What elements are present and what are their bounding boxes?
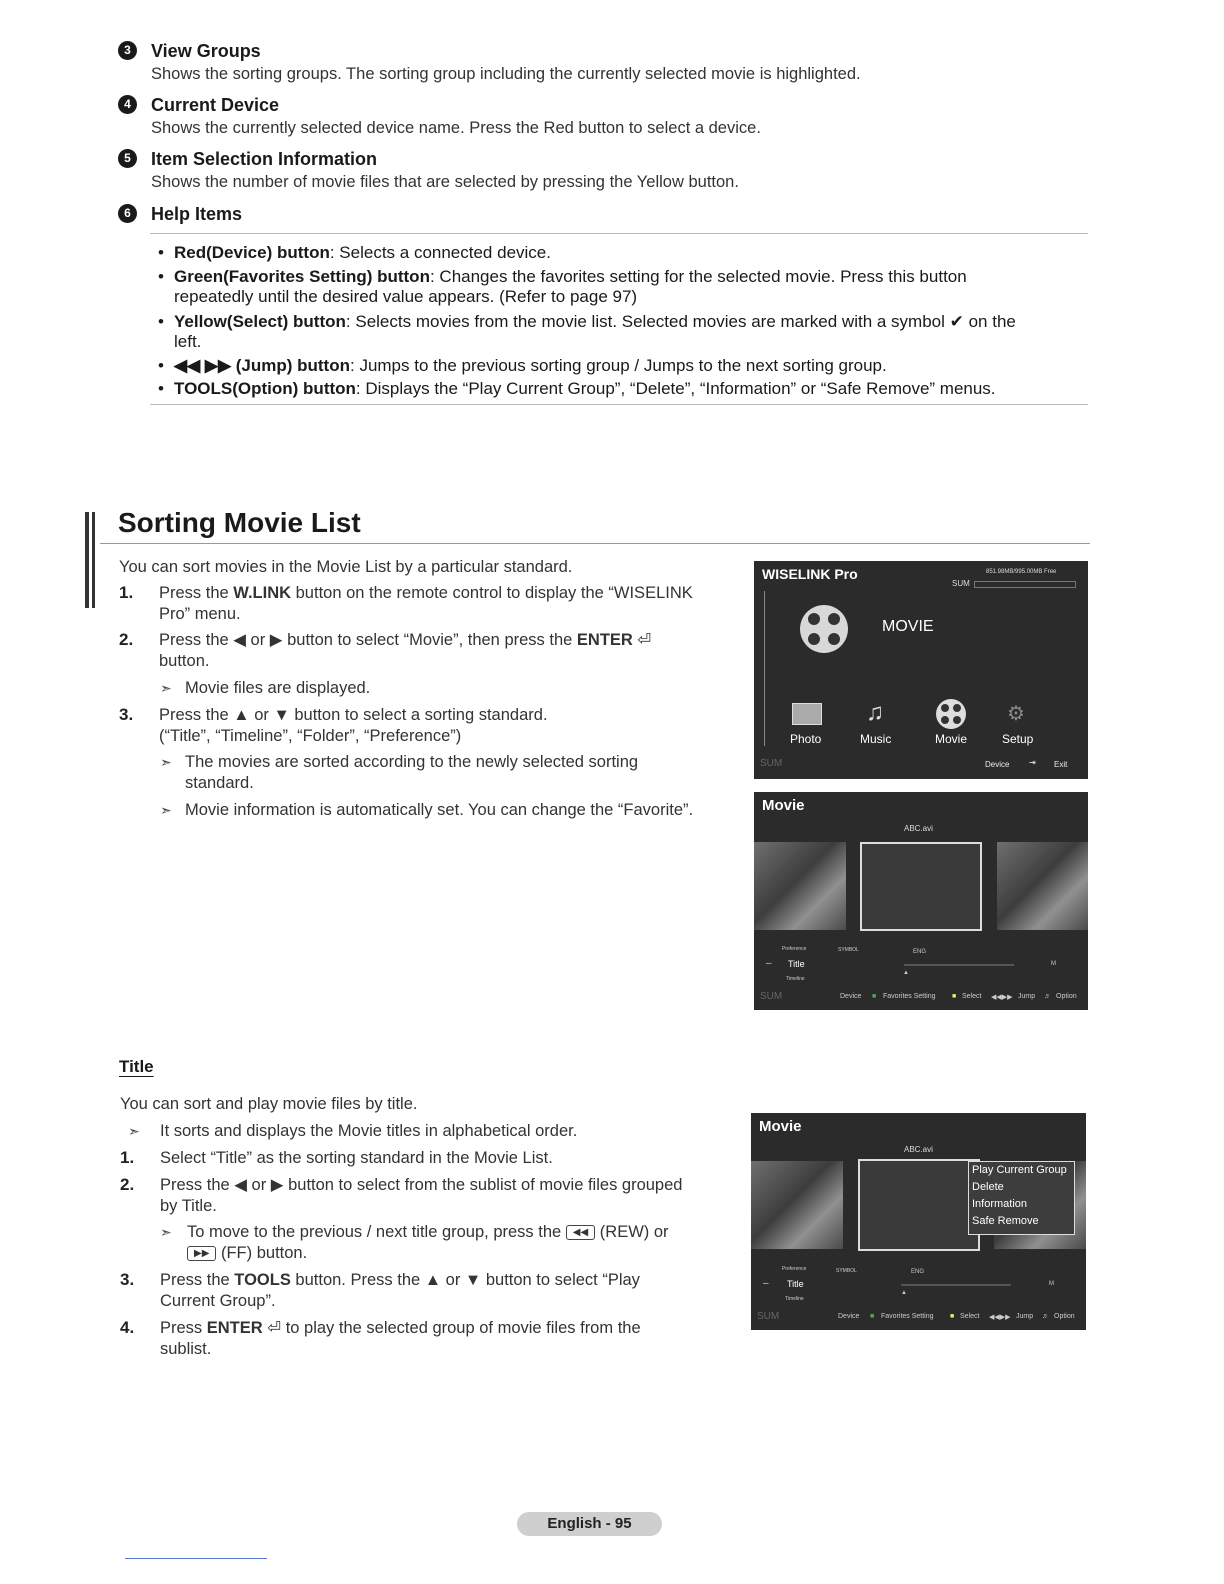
step-number: 1. xyxy=(119,583,134,602)
sort-prev: Preference xyxy=(782,946,807,952)
note-text: Movie information is automatically set. You can change the “Favorite”. xyxy=(185,801,694,819)
group-pointer: ▲ xyxy=(901,1290,907,1296)
thumbnail[interactable] xyxy=(751,1161,843,1249)
sort-next: Timeline xyxy=(785,1296,804,1302)
definition-text: Shows the number of movie files that are selected by pressing the Yellow button. xyxy=(151,173,739,191)
step-text: Select “Title” as the sorting standard in the Movie List. xyxy=(160,1149,553,1167)
thumbnail[interactable] xyxy=(754,842,846,930)
step-text: Press the TOOLS button. Press the ▲ or ▼ button to select “Play Current Group”. xyxy=(160,1271,640,1310)
step-number: 2. xyxy=(120,1175,135,1194)
yellow-button-icon: ■ xyxy=(950,1313,955,1320)
tools-menu xyxy=(968,1161,1075,1235)
help-device: Device xyxy=(840,993,862,1000)
wiselink-screen xyxy=(754,561,1088,779)
selected-thumbnail[interactable] xyxy=(860,842,982,931)
definition-title: Help Items xyxy=(151,204,243,224)
note-text: To move to the previous / next title group, press the ◀◀ (REW) or ▶▶ (FF) button. xyxy=(187,1223,669,1262)
step-number: 2. xyxy=(119,630,134,649)
ff-key-icon: ▶▶ xyxy=(187,1246,216,1261)
note-arrow-icon: ➣ xyxy=(160,802,172,818)
jump-icon: ◀◀▶▶ xyxy=(991,994,1013,1001)
sort-marker: – xyxy=(766,958,772,969)
icon-label-setup: Setup xyxy=(1002,732,1034,746)
yellow-button-icon: ■ xyxy=(952,993,957,1000)
help-item-continuation: left. xyxy=(174,332,202,351)
storage-info: 851.98MB/995.00MB Free xyxy=(986,569,1057,575)
footer-device-name: SUM xyxy=(760,758,783,769)
definition-title: Current Device xyxy=(151,95,280,115)
subsection-intro: You can sort and play movie files by title. xyxy=(120,1095,418,1113)
group-label: M xyxy=(1051,961,1056,967)
help-item: • Yellow(Select) button: Selects movies from the movie list. Selected movies are marked with a symbol ✔ on the xyxy=(158,312,1016,331)
enter-icon: ⏎ xyxy=(267,1319,282,1337)
help-item: • TOOLS(Option) button: Displays the “Play Current Group”, “Delete”, “Information” or “Safe Remove” menus. xyxy=(158,379,996,398)
movie-tools-screen xyxy=(751,1113,1086,1330)
group-label: M xyxy=(1049,1281,1054,1287)
definition-title: Item Selection Information xyxy=(151,149,378,169)
group-pointer: ▲ xyxy=(903,970,909,976)
selected-thumbnail[interactable] xyxy=(858,1159,980,1251)
help-option: Option xyxy=(1054,1313,1075,1320)
section-title: Sorting Movie List xyxy=(118,507,361,538)
help-jump: Jump xyxy=(1016,1313,1034,1320)
screen-title: Movie xyxy=(759,1118,802,1135)
rew-key-icon: ◀◀ xyxy=(566,1225,595,1240)
footer-device-name: SUM xyxy=(760,991,783,1002)
section-divider xyxy=(100,543,1090,544)
help-item-continuation: repeatedly until the desired value appears. (Refer to page 97) xyxy=(174,287,638,306)
step-text: Press ENTER ⏎ to play the selected group of movie files from the sublist. xyxy=(160,1319,641,1358)
exit-icon: ⇥ xyxy=(1029,758,1036,767)
sort-current[interactable]: Title xyxy=(788,959,805,969)
help-items-box xyxy=(150,233,1088,405)
number-badge: 6 xyxy=(118,204,137,223)
film-reel-icon xyxy=(800,605,848,653)
group-label: SYMBOL xyxy=(836,1268,857,1274)
tools-icon: ♬ xyxy=(1042,1313,1049,1320)
green-button-icon: ■ xyxy=(872,993,877,1000)
filename: ABC.avi xyxy=(904,1145,933,1154)
step-text: Press the W.LINK button on the remote control to display the “WISELINK Pro” menu. xyxy=(159,584,693,623)
icon-label-movie: Movie xyxy=(935,732,968,746)
number-badge: 4 xyxy=(118,95,137,114)
icon-label-photo: Photo xyxy=(790,732,822,746)
screen-title: WISELINK Pro xyxy=(762,566,858,582)
step-number: 3. xyxy=(120,1270,135,1289)
tools-icon: ♬ xyxy=(1044,993,1051,1000)
step-number: 1. xyxy=(120,1148,135,1167)
group-label: ENG xyxy=(913,949,927,955)
group-label: ENG xyxy=(911,1269,925,1275)
number-badge: 5 xyxy=(118,149,137,168)
jump-icon: ◀◀▶▶ xyxy=(989,1314,1011,1321)
step-number: 4. xyxy=(120,1318,135,1337)
sort-prev: Preference xyxy=(782,1266,807,1272)
step-text: Press the ◀ or ▶ button to select “Movie”, then press the ENTER ⏎ button. xyxy=(159,631,652,670)
number-badge: 3 xyxy=(118,41,137,60)
footer-exit-hint: Exit xyxy=(1054,760,1068,769)
step-text: Press the ▲ or ▼ button to select a sorting standard. (“Title”, “Timeline”, “Folder”, “Preference”) xyxy=(159,706,548,745)
movie-list-screen xyxy=(754,792,1088,1010)
step-number: 3. xyxy=(119,705,134,724)
note-text: The movies are sorted according to the newly selected sorting standard. xyxy=(185,753,639,792)
sort-current[interactable]: Title xyxy=(787,1279,804,1289)
help-device: Device xyxy=(838,1313,860,1320)
music-icon[interactable]: ♫ xyxy=(866,699,884,726)
help-favorites: Favorites Setting xyxy=(881,1313,934,1320)
note-text: It sorts and displays the Movie titles in alphabetical order. xyxy=(160,1122,578,1140)
help-jump: Jump xyxy=(1018,993,1036,1000)
menu-item-information[interactable]: Information xyxy=(972,1198,1028,1210)
help-select: Select xyxy=(962,993,982,1000)
section-intro: You can sort movies in the Movie List by a particular standard. xyxy=(119,558,573,576)
note-text: Movie files are displayed. xyxy=(185,679,371,697)
green-button-icon: ■ xyxy=(870,1313,875,1320)
footer-rule xyxy=(125,1558,267,1559)
filename: ABC.avi xyxy=(904,824,933,833)
help-option: Option xyxy=(1056,993,1077,1000)
footer-device-hint: Device xyxy=(985,760,1010,769)
sort-marker: – xyxy=(763,1278,769,1289)
enter-icon: ⏎ xyxy=(637,631,652,649)
storage-bar xyxy=(974,581,1076,588)
photo-icon[interactable] xyxy=(792,703,822,725)
menu-item-play-current-group[interactable]: Play Current Group xyxy=(972,1164,1067,1176)
movie-icon[interactable] xyxy=(936,699,966,729)
divider-line xyxy=(764,591,765,746)
screen-title: Movie xyxy=(762,797,805,814)
thumbnail[interactable] xyxy=(997,842,1088,930)
footer-device-name: SUM xyxy=(757,1311,780,1322)
menu-item-safe-remove[interactable]: Safe Remove xyxy=(972,1215,1039,1227)
group-bar xyxy=(904,964,1014,966)
help-item: • ◀◀ ▶▶ (Jump) button: Jumps to the previous sorting group / Jumps to the next sorting group. xyxy=(158,356,887,375)
sort-next: Timeline xyxy=(786,976,805,982)
note-arrow-icon: ➣ xyxy=(160,754,172,770)
selected-category: MOVIE xyxy=(882,618,934,635)
help-select: Select xyxy=(960,1313,980,1320)
step-text: Press the ◀ or ▶ button to select from the sublist of movie files grouped by Title. xyxy=(160,1176,683,1215)
page-number: English - 95 xyxy=(517,1512,662,1536)
subsection-title: Title xyxy=(119,1057,154,1076)
note-arrow-icon: ➣ xyxy=(160,680,172,696)
note-arrow-icon: ➣ xyxy=(160,1224,172,1240)
menu-item-delete[interactable]: Delete xyxy=(972,1181,1004,1193)
definition-text: Shows the sorting groups. The sorting group including the currently selected movie is highlighted. xyxy=(151,65,861,83)
definition-title: View Groups xyxy=(151,41,261,61)
setup-icon[interactable]: ⚙ xyxy=(1007,703,1025,725)
help-item: • Green(Favorites Setting) button: Changes the favorites setting for the selected movie. Press this button xyxy=(158,267,967,286)
group-bar xyxy=(901,1284,1011,1286)
note-arrow-icon: ➣ xyxy=(128,1123,140,1139)
icon-label-music: Music xyxy=(860,732,892,746)
device-label: SUM xyxy=(952,579,970,588)
help-item: • Red(Device) button: Selects a connected device. xyxy=(158,243,551,262)
definition-text: Shows the currently selected device name. Press the Red button to select a device. xyxy=(151,119,761,137)
group-label: SYMBOL xyxy=(838,947,859,953)
help-favorites: Favorites Setting xyxy=(883,993,936,1000)
